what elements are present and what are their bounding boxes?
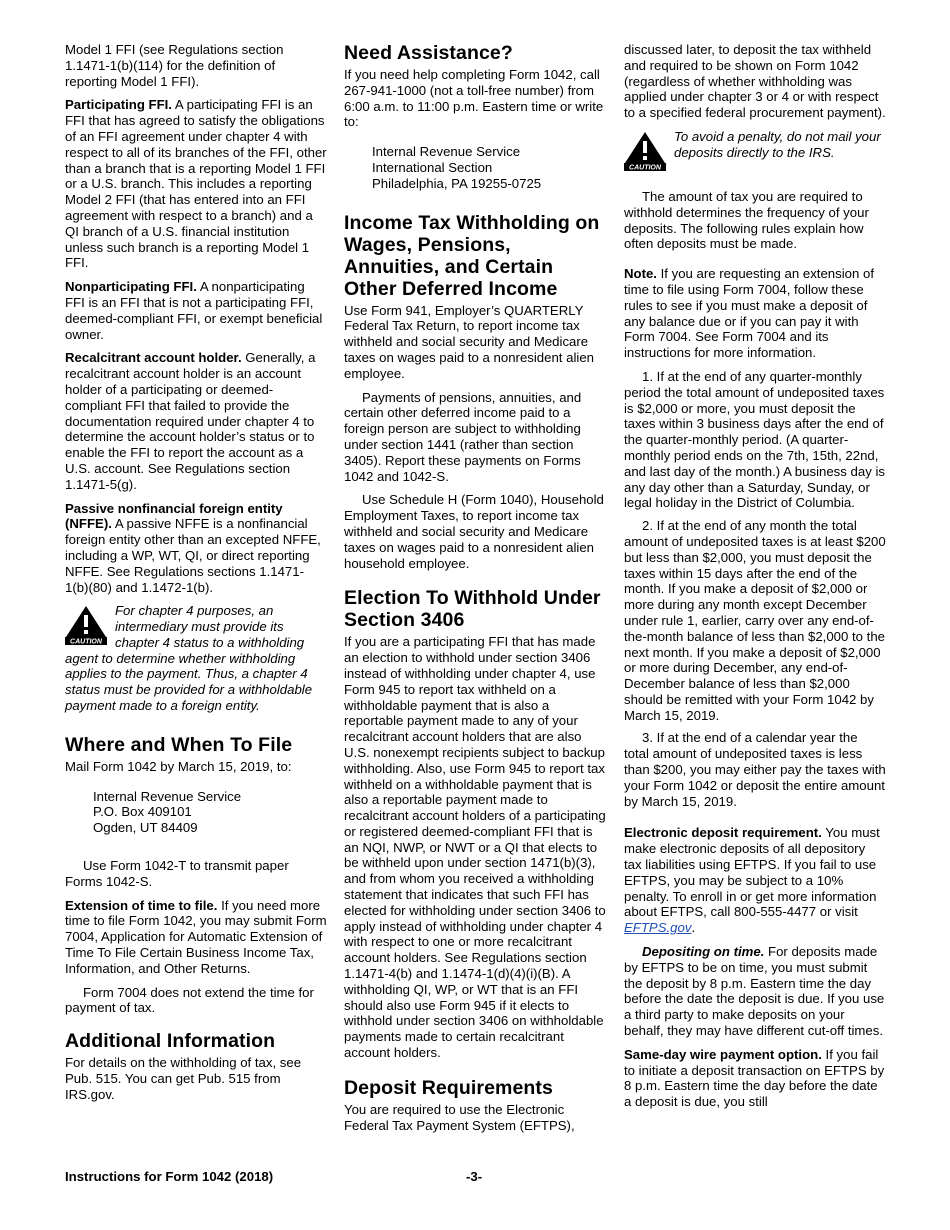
rule-3: 3. If at the end of a calendar year the total amount of undeposited taxes is less than $200, you may either pay the taxes with your Form 1042 or deposit the entire amount by March 15, 2019. bbox=[624, 730, 886, 809]
passive-nffe-paragraph bbox=[65, 501, 327, 596]
footer-page-number: -3- bbox=[466, 1169, 483, 1184]
deposit-frequency-paragraph: The amount of tax you are required to withhold determines the frequency of your deposits. The following rules explain how often deposits must be made. bbox=[624, 188, 869, 252]
income-paragraph-1: Use Form 941, Employer’s QUARTERLY Federal Tax Return, to report income tax withheld and social security and Medicare taxes on wages paid to a nonresident alien employee. bbox=[344, 302, 595, 381]
philadelphia-address bbox=[372, 144, 606, 191]
caution-icon bbox=[624, 131, 666, 171]
nonparticipating-ffi-paragraph bbox=[65, 279, 327, 342]
note-paragraph bbox=[624, 266, 886, 361]
form-7004-paragraph: Form 7004 does not extend the time for payment of tax. bbox=[65, 984, 314, 1016]
caution-label: CAUTION bbox=[629, 164, 661, 171]
address-line: Ogden, UT 84409 bbox=[93, 820, 198, 836]
caution-text: For chapter 4 purposes, an intermediary must provide its chapter 4 status to a withholding agent to determine whether withholding applies to the payment. Thus, a chapter 4 status must be provided for a withholdable payment made to a foreign entity. bbox=[65, 603, 313, 714]
caution-label: CAUTION bbox=[70, 638, 102, 646]
additional-info-heading: Additional Information bbox=[65, 1030, 276, 1053]
electronic-deposit-term: Electronic deposit requirement. bbox=[624, 825, 822, 841]
deposit-requirements-text: You are required to use the Electronic Federal Tax Payment System (EFTPS), bbox=[344, 1101, 575, 1133]
extension-paragraph bbox=[65, 898, 327, 977]
ogden-address bbox=[93, 789, 327, 836]
note-text: If you are requesting an extension of time to file using Form 7004, follow these rules to see if you must make a deposit of any balance due or if you can pay it with Form 7004. See Form 7004 and its instructions for more information. bbox=[624, 266, 874, 361]
participating-ffi-term: Participating FFI. bbox=[65, 97, 172, 113]
nonparticipating-ffi-term: Nonparticipating FFI. bbox=[65, 279, 197, 295]
extension-term: Extension of time to file. bbox=[65, 897, 218, 913]
form-1042t-paragraph: Use Form 1042-T to transmit paper Forms 1042-S. bbox=[65, 858, 289, 889]
column-2 bbox=[344, 42, 606, 1141]
participating-ffi-paragraph bbox=[65, 97, 327, 271]
income-paragraph-2: Payments of pensions, annuities, and certain other deferred income paid to a foreign person are subject to withholding under section 1441 (rather than section 3405). Report these payments on Forms 1042 and 1042-S. bbox=[344, 389, 582, 484]
footer-form-title: Instructions for Form 1042 (2018) bbox=[65, 1169, 274, 1184]
depositing-on-time-paragraph bbox=[624, 944, 886, 1039]
extension-text: If you need more time to file Form 1042, you may submit Form 7004, Application for Automatic Extension of Time To File Certain Business Income Tax, Information, and Other Returns. bbox=[65, 897, 327, 976]
caution-text: To avoid a penalty, do not mail your deposits directly to the IRS. bbox=[674, 128, 881, 160]
electronic-deposit-text: You must make electronic deposits of all depository tax liabilities using EFTPS. If you fail to use EFTPS, you may be subject to a 10% penalty. To enroll in or get more information about EFTPS, call 800-555-4477 or visit bbox=[624, 825, 880, 920]
recalcitrant-term: Recalcitrant account holder. bbox=[65, 350, 242, 366]
address-line: Internal Revenue Service bbox=[372, 144, 521, 160]
same-day-wire-text: If you fail to initiate a deposit transaction on EFTPS by 8 p.m. Eastern time the day before the date a deposit is due, you still bbox=[624, 1046, 885, 1110]
column-3 bbox=[624, 42, 886, 1118]
eftps-link[interactable]: EFTPS.gov bbox=[624, 920, 692, 936]
election-text: If you are a participating FFI that has made an election to withhold under section 3406 instead of withholding under chapter 4, use Form 945 to report tax withheld on a withholdable payment that is also a reportable payment made to any of your recalcitrant account holders that are also U.S. nonexempt recipients subject to backup withholding. Also, use Form 945 to report tax withheld on a withholdable payment that is also a reportable payment made to recalcitrant account holders of a participating or registered deemed-compliant FFI that is an NQI, NWP, or NWT or a QI that elects to be withheld upon under section 1471(b)(3), and from whom you received a withholding statement that indicates that such FFI has elected for withholding under section 3406 to apply instead of withholding under chapter 4 with respect to one or more recalcitrant account holders. See Regulations section 1.1471-4(b) and 1.1474-1(d)(4)(i)(B). A withholding QI, WP, or WT that is an FFI should also use Form 945 if it elects to withhold under section 3406 on withholdable payments made to certain recalcitrant account holders. bbox=[344, 634, 606, 1061]
recalcitrant-text: Generally, a recalcitrant account holder is an account holder of a participating or deemed-compliant FFI that failed to provide the documentation required under chapter 4 to determine the account holder’s status or to enable the FFI to report the account as a U.S. account. See Regulations section 1.1471-5(g). bbox=[65, 350, 316, 492]
passive-nffe-term: Passive nonfinancial foreign entity (NFFE). bbox=[65, 500, 283, 532]
electronic-deposit-paragraph bbox=[624, 825, 886, 936]
caution-note-chapter4 bbox=[65, 603, 327, 714]
nonparticipating-ffi-text: A nonparticipating FFI is an FFI that is not a participating FFI, deemed-compliant FFI, or exempt beneficial owner. bbox=[65, 279, 323, 342]
same-day-wire-paragraph bbox=[624, 1047, 886, 1110]
intro-paragraph: Model 1 FFI (see Regulations section 1.1471-1(b)(114) for the definition of reporting Model 1 FFI). bbox=[65, 42, 284, 89]
additional-info-text: For details on the withholding of tax, see Pub. 515. You can get Pub. 515 from IRS.gov. bbox=[65, 1055, 302, 1102]
electronic-deposit-end: . bbox=[691, 920, 696, 936]
where-when-text: Mail Form 1042 by March 15, 2019, to: bbox=[65, 758, 292, 774]
need-assistance-heading: Need Assistance? bbox=[344, 42, 513, 64]
where-when-heading: Where and When To File bbox=[65, 733, 293, 756]
address-line: P.O. Box 409101 bbox=[93, 804, 192, 820]
caution-icon bbox=[65, 605, 107, 645]
depositing-on-time-term: Depositing on time. bbox=[642, 944, 765, 960]
rule-1: 1. If at the end of any quarter-monthly period the total amount of undeposited taxes is $2,000 or more, you must deposit the taxes within 3 business days after the end of the quarter-monthly period. (A quarter-monthly period ends on the 7th, 15th, 22nd, and last day of the month.) A business day is any day other than a Saturday, Sunday, or legal holiday in the District of Columbia. bbox=[624, 368, 885, 511]
depositing-on-time-text: For deposits made by EFTPS to be on time, you must submit the deposit by 8 p.m. Eastern time the day before the date the deposit is due. If you use a third party to make deposits on your behalf, they may have different cut-off times. bbox=[624, 944, 885, 1039]
need-assistance-text: If you need help completing Form 1042, call 267-941-1000 (not a toll-free number) from 6:00 a.m. to 11:00 p.m. Eastern time or write to: bbox=[344, 67, 604, 130]
income-paragraph-3: Use Schedule H (Form 1040), Household Employment Taxes, to report income tax withheld and social security and Medicare taxes on wages paid to a nonresident alien household employee. bbox=[344, 492, 604, 571]
passive-nffe-text: A passive NFFE is a nonfinancial foreign entity other than an excepted NFFE, including a WP, WT, QI, or direct reporting NFFE. See Regulations sections 1.1471-1(b)(80) and 1.1472-1(b). bbox=[65, 516, 321, 595]
continued-paragraph: discussed later, to deposit the tax withheld and required to be shown on Form 1042 (regardless of whether withholding was applied under chapter 3 or 4 or with respect to a specified federal procurement payment). bbox=[624, 42, 886, 121]
income-tax-withholding-heading: Income Tax Withholding on Wages, Pensions, Annuities, and Certain Other Deferred Income bbox=[344, 211, 600, 300]
election-heading: Election To Withhold Under Section 3406 bbox=[344, 587, 601, 632]
participating-ffi-text: A participating FFI is an FFI that has agreed to satisfy the obligations of an FFI agreement under chapter 4 with respect to all of its branches of the FFI, other than a branch that is a reporting Model 1 FFI or a U.S. branch. This includes a reporting Model 2 FFI (that has entered into an FFI agreement with respect to a branch) and a QI branch of a U.S. financial institution unless such branch is a reporting Model 1 FFI. bbox=[65, 97, 327, 271]
address-line: Philadelphia, PA 19255-0725 bbox=[372, 175, 542, 191]
same-day-wire-term: Same-day wire payment option. bbox=[624, 1046, 822, 1062]
address-line: International Section bbox=[372, 159, 493, 175]
caution-note-mail bbox=[624, 129, 886, 171]
rule-2: 2. If at the end of any month the total amount of undeposited taxes is at least $200 but less than $2,000, you must deposit the taxes within 15 days after the end of the month. If you make a deposit of $2,000 or more during any month except December under rule 1, earlier, carry over any end-of-the-month balance of less than $2,000 to the next month. If you make a deposit of $2,000 or more during December, any end-of-December balance of less than $2,000 should be remitted with your Form 1042 by March 15, 2019. bbox=[624, 518, 886, 723]
deposit-requirements-heading: Deposit Requirements bbox=[344, 1076, 553, 1099]
note-term: Note. bbox=[624, 266, 657, 282]
recalcitrant-paragraph bbox=[65, 350, 327, 492]
column-1 bbox=[65, 42, 327, 1111]
address-line: Internal Revenue Service bbox=[93, 788, 242, 804]
